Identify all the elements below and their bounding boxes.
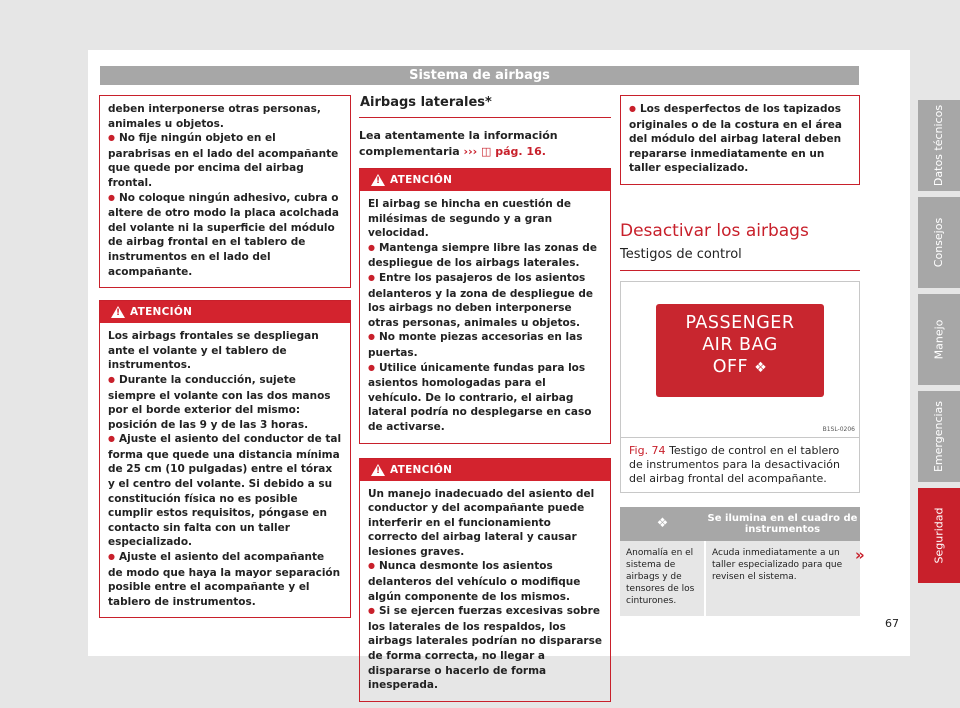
- warning-bullet: ● No coloque ningún adhesivo, cubra o altere de otro modo la placa acolchada del volante ni la superficie del módulo de airbag frontal en el tablero de instrumentos en el lado del acompañante.: [108, 191, 342, 280]
- figure-code: B1SL-0206: [822, 425, 855, 433]
- warning-bullet: ● Los desperfectos de los tapizados originales o de la costura en el área del módulo del airbag lateral deben repararse inmediatamente en un taller especializado.: [629, 102, 851, 176]
- warning-bullet: ● Si se ejercen fuerzas excesivas sobre los laterales de los respaldos, los airbags laterales podrían no dispararse de forma correcta, no llegar a dispararse o hacerlo de forma inesperada.: [368, 604, 602, 693]
- page-reference-link[interactable]: pág. 16.: [495, 145, 546, 158]
- tab-seguridad[interactable]: Seguridad: [918, 488, 960, 583]
- warning-bullet: ● Ajuste el asiento del conductor de tal forma que quede una distancia mínima de 25 cm (10 pulgadas) entre el tórax y el centro del volante. Si debido a su constitución física no es posible cumplir estos requisitos, póngase en contacto sin falta con un taller especializado.: [108, 432, 342, 550]
- warning-bullet: ● No fije ningún objeto en el parabrisas en el lado del acompañante que quede por encima del airbag frontal.: [108, 131, 342, 190]
- warning-text: El airbag se hincha en cuestión de milésimas de segundo y a gran velocidad.: [368, 198, 572, 240]
- passenger-airbag-off-indicator: PASSENGER AIR BAG OFF ❖: [656, 304, 824, 397]
- column-1: [99, 95, 351, 618]
- warning-bullet: ● Nunca desmonte los asientos delanteros del vehículo o modifique algún componente de los mismos.: [368, 559, 602, 604]
- page-header: Sistema de airbags: [100, 66, 859, 85]
- column-2: [359, 95, 611, 702]
- section-subtitle: Testigos de control: [620, 246, 742, 262]
- figure: [620, 281, 860, 493]
- section-title: Desactivar los airbags: [620, 220, 809, 241]
- table-cell-cause: Anomalía en el sistema de airbags y de tensores de los cinturones.: [620, 541, 705, 616]
- warning-bullet: ● Ajuste el asiento del acompañante de modo que haya la mayor separación posible entre el acompañante y el tablero de instrumentos.: [108, 550, 342, 609]
- warning-triangle-icon: [371, 174, 385, 186]
- divider: [620, 270, 860, 271]
- figure-caption: Fig. 74 Testigo de control en el tablero de instrumentos para la desactivación del airbag frontal del acompañante.: [621, 437, 859, 492]
- table-header-icon-cell: [620, 507, 705, 541]
- table-row: [620, 541, 860, 616]
- table-header: Se ilumina en el cuadro de instrumentos: [705, 507, 860, 541]
- warning-continued-box: [620, 95, 860, 185]
- indicator-table: [620, 507, 860, 616]
- figure-image: [621, 282, 859, 437]
- warning-continued-box: [99, 95, 351, 288]
- warning-triangle-icon: [111, 306, 125, 318]
- column-3: [608, 95, 860, 616]
- warning-box: [359, 168, 611, 444]
- intro-paragraph: Lea atentamente la información complementaria ››› ◫ pág. 16.: [359, 129, 558, 158]
- warning-bullet: ● Utilice únicamente fundas para los asientos homologadas para el vehículo. De lo contrario, el airbag lateral podría no desplegarse en caso de activarse.: [368, 361, 602, 435]
- airbag-seat-icon: ❖: [754, 359, 768, 376]
- section-heading: Airbags laterales*: [360, 95, 492, 110]
- tab-emergencias[interactable]: Emergencias: [918, 391, 960, 482]
- divider: [359, 117, 611, 118]
- warning-bullet: ● Mantenga siempre libre las zonas de despliegue de los airbags laterales.: [368, 241, 602, 271]
- warning-header: ! ATENCIÓN: [100, 301, 350, 323]
- page-number: 67: [885, 617, 899, 630]
- tab-datos-tecnicos[interactable]: Datos técnicos: [918, 100, 960, 191]
- book-icon: ◫: [481, 145, 492, 158]
- continue-marker: »: [855, 546, 865, 564]
- warning-box: [359, 458, 611, 702]
- table-cell-action: Acuda inmediatamente a un taller especializado para que revisen el sistema.: [705, 541, 860, 616]
- warning-header: ! ATENCIÓN: [360, 459, 610, 481]
- warning-box: [99, 300, 351, 618]
- airbag-seat-icon: ❖: [656, 516, 669, 532]
- tab-manejo[interactable]: Manejo: [918, 294, 960, 385]
- reference-arrows: ›››: [463, 145, 478, 158]
- warning-triangle-icon: [371, 464, 385, 476]
- warning-bullet: ● Entre los pasajeros de los asientos delanteros y la zona de despliegue de los airbags no deben interponerse otras personas, animales u objetos.: [368, 271, 602, 330]
- warning-text: Los airbags frontales se despliegan ante el volante y el tablero de instrumentos.: [108, 330, 319, 372]
- figure-number: Fig. 74: [629, 443, 666, 457]
- tab-consejos[interactable]: Consejos: [918, 197, 960, 288]
- warning-text: Un manejo inadecuado del asiento del conductor y del acompañante puede interferir en el funcionamiento correcto del airbag lateral y causar lesiones graves.: [368, 487, 595, 558]
- warning-bullet: ● No monte piezas accesorias en las puertas.: [368, 330, 602, 360]
- warning-header: ! ATENCIÓN: [360, 169, 610, 191]
- warning-bullet: ● Durante la conducción, sujete siempre el volante con las dos manos por el borde exterior del mismo: posición de las 9 y de las 3 horas.: [108, 373, 342, 432]
- warning-text: deben interponerse otras personas, animales u objetos.: [108, 103, 321, 130]
